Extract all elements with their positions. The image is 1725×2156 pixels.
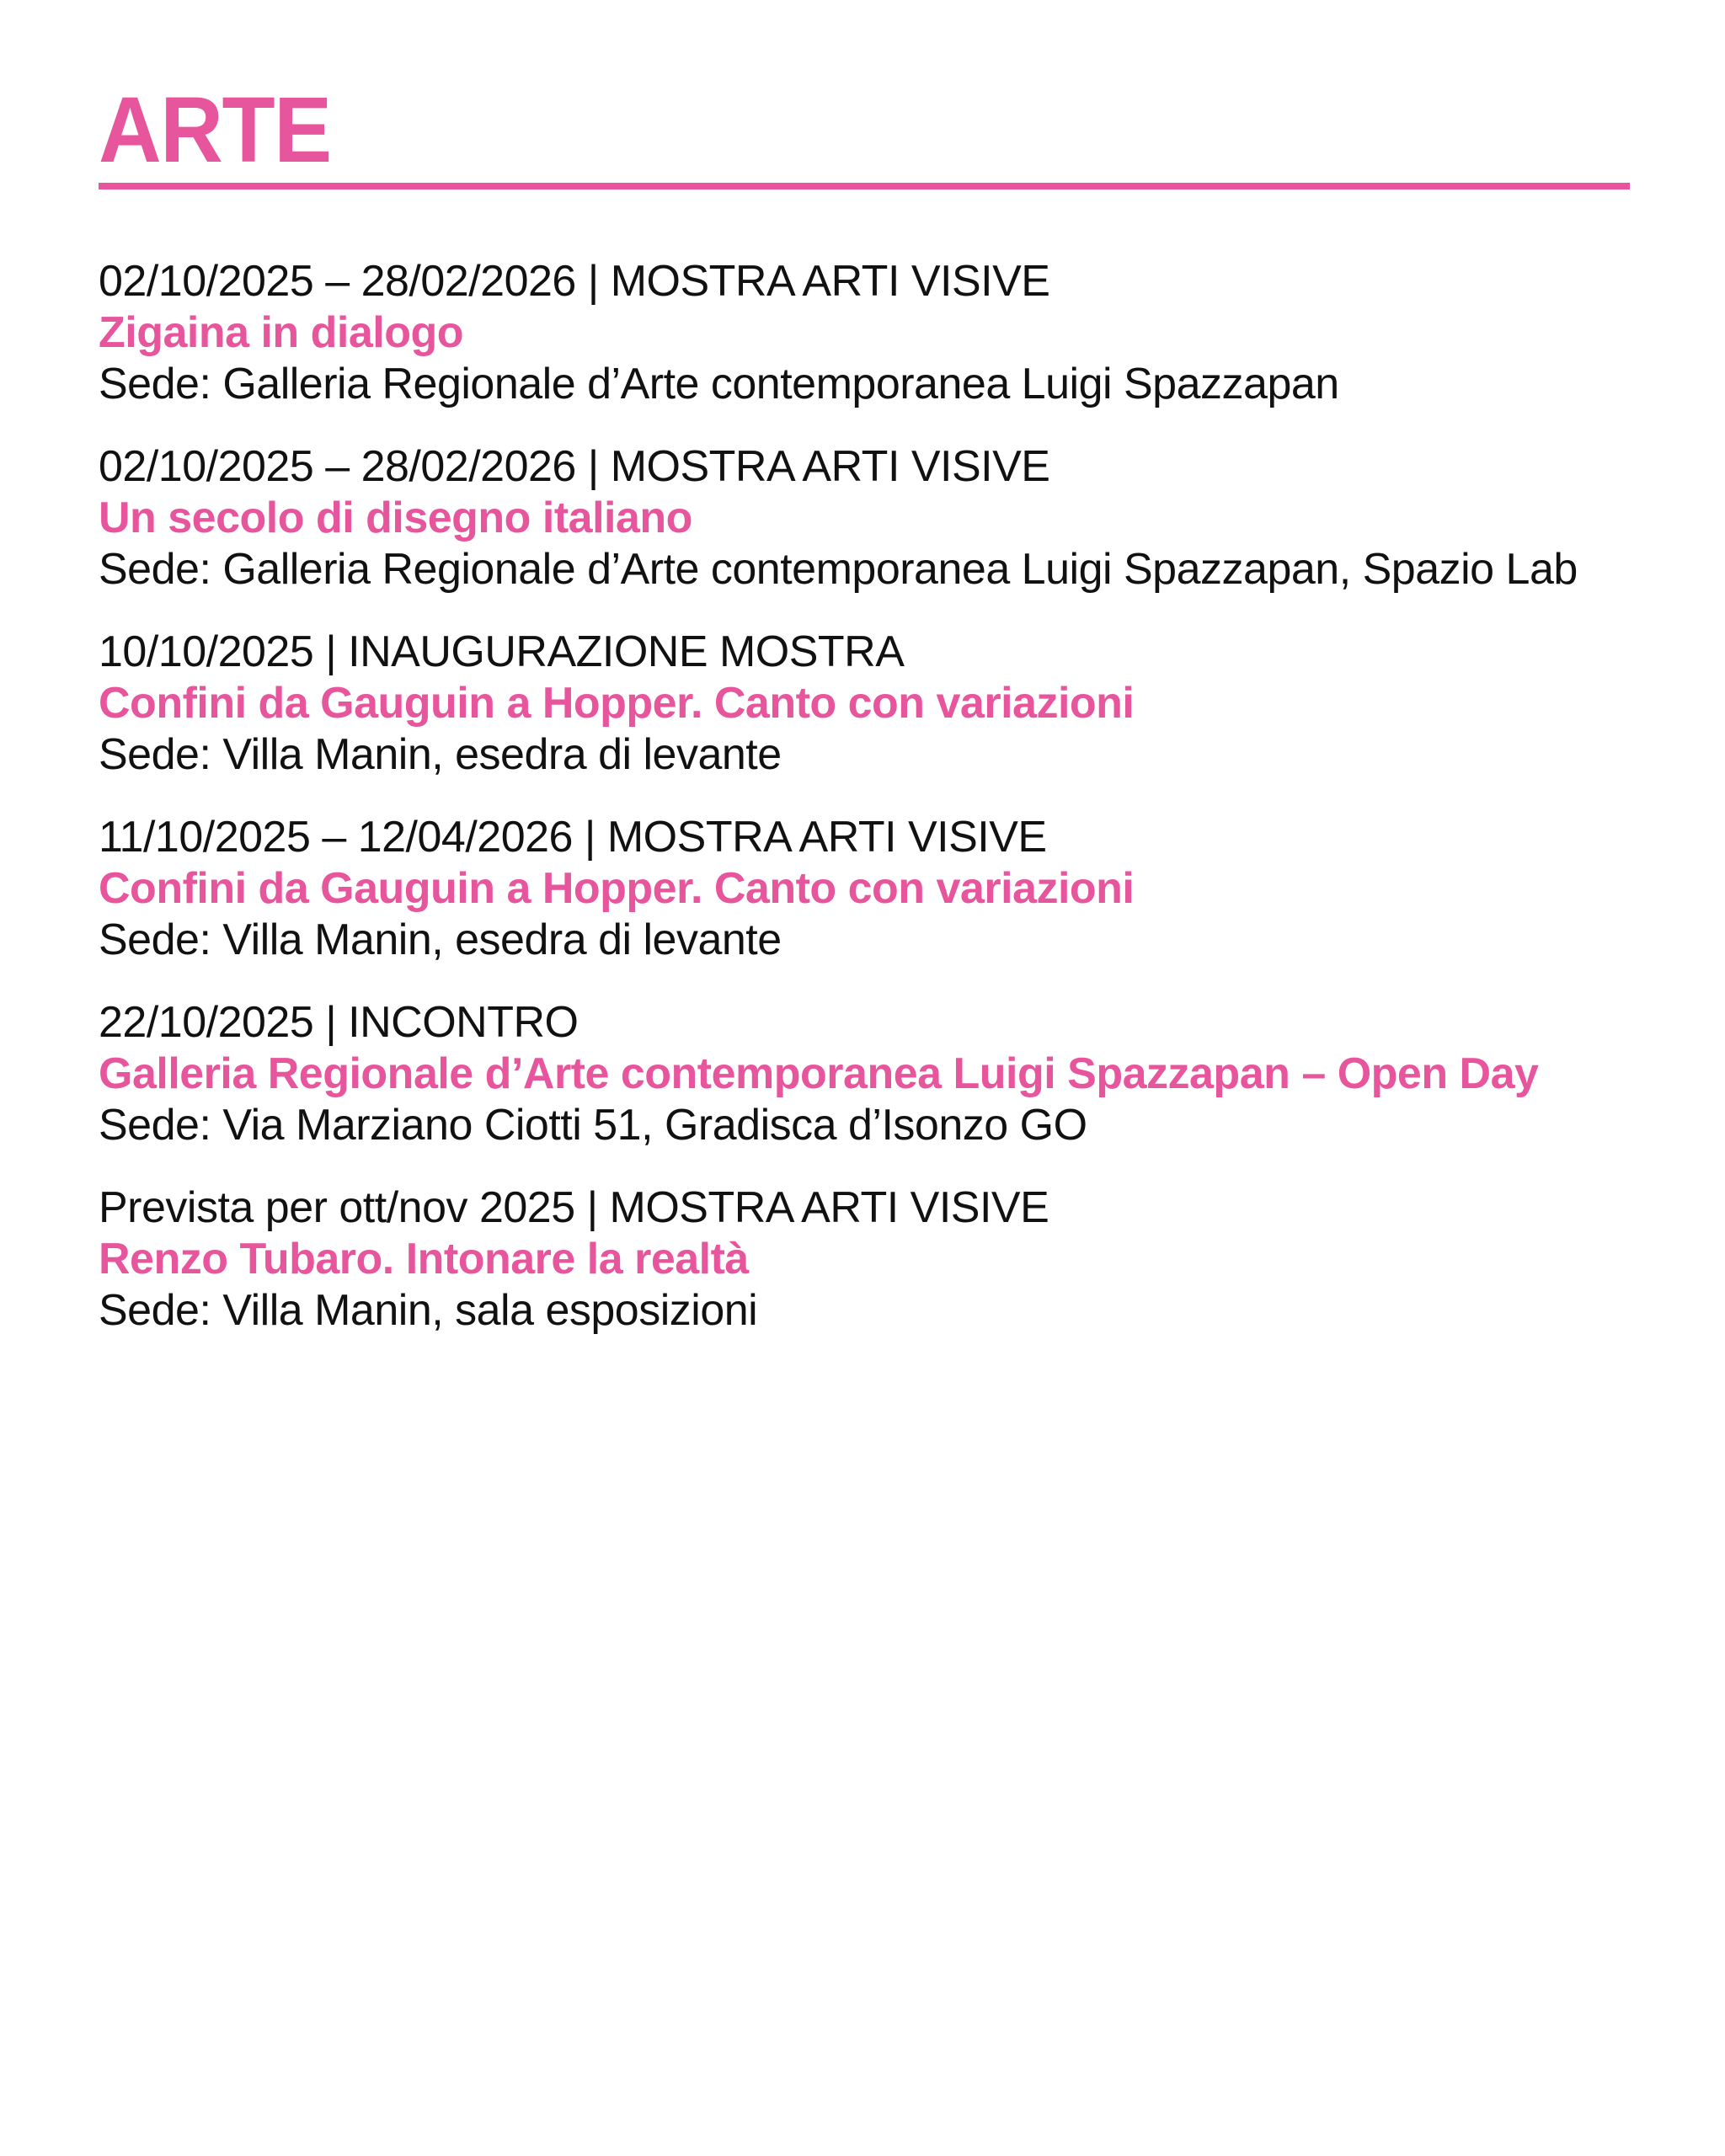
title-rule: [99, 183, 1630, 189]
event-venue: Sede: Galleria Regionale d’Arte contemporanea Luigi Spazzapan, Spazio Lab: [99, 545, 1578, 594]
event-title: Galleria Regionale d’Arte contemporanea Luigi Spazzapan – Open Day: [99, 1049, 1539, 1098]
event-item: [99, 997, 1691, 1151]
event-date-line: 10/10/2025 | INAUGURAZIONE MOSTRA: [99, 627, 905, 676]
event-item: [99, 441, 1691, 595]
event-date-line: 02/10/2025 – 28/02/2026 | MOSTRA ARTI VISIVE: [99, 442, 1050, 491]
event-venue: Sede: Via Marziano Ciotti 51, Gradisca d’Isonzo GO: [99, 1101, 1087, 1150]
event-date-line: 11/10/2025 – 12/04/2026 | MOSTRA ARTI VISIVE: [99, 813, 1047, 862]
event-item: [99, 1182, 1691, 1337]
event-title: Zigaina in dialogo: [99, 308, 463, 357]
event-title: Confini da Gauguin a Hopper. Canto con variazioni: [99, 679, 1135, 728]
event-title: Confini da Gauguin a Hopper. Canto con variazioni: [99, 864, 1135, 913]
event-venue: Sede: Villa Manin, esedra di levante: [99, 915, 782, 964]
page-title: ARTE: [99, 78, 331, 182]
event-item: [99, 256, 1691, 410]
event-title: Renzo Tubaro. Intonare la realtà: [99, 1235, 749, 1283]
event-date-line: 22/10/2025 | INCONTRO: [99, 998, 579, 1047]
event-venue: Sede: Villa Manin, sala esposizioni: [99, 1286, 758, 1335]
event-venue: Sede: Villa Manin, esedra di levante: [99, 730, 782, 779]
events-list: [99, 256, 1691, 1337]
event-item: [99, 812, 1691, 966]
event-item: [99, 627, 1691, 781]
event-venue: Sede: Galleria Regionale d’Arte contemporanea Luigi Spazzapan: [99, 360, 1339, 408]
event-title: Un secolo di disegno italiano: [99, 494, 692, 542]
event-date-line: Prevista per ott/nov 2025 | MOSTRA ARTI VISIVE: [99, 1183, 1049, 1232]
page-header: [99, 78, 1691, 189]
event-date-line: 02/10/2025 – 28/02/2026 | MOSTRA ARTI VISIVE: [99, 257, 1050, 306]
